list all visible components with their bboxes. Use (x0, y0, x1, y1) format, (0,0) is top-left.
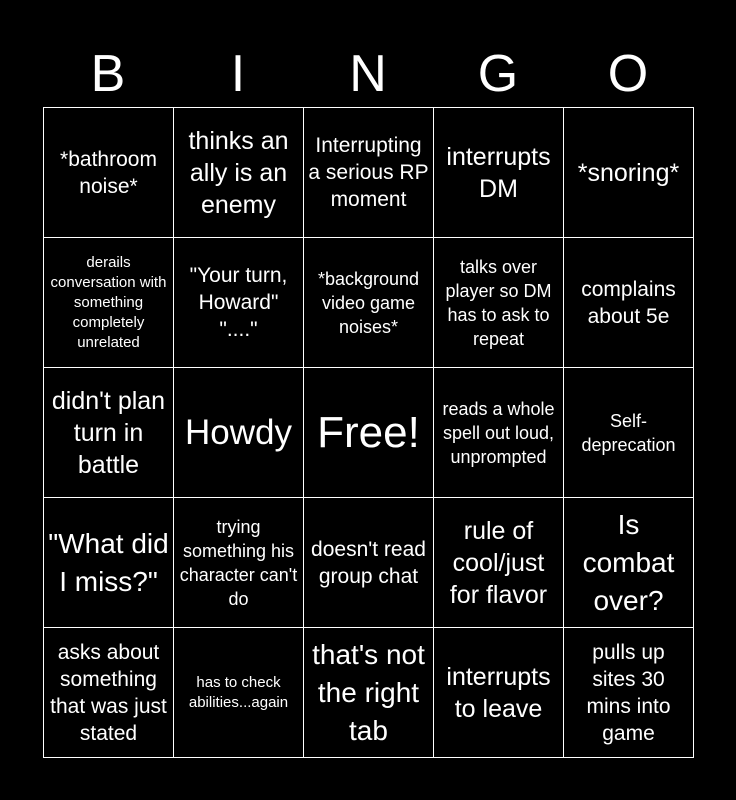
bingo-cell-r5-c3[interactable] (304, 628, 434, 758)
cell-text: *snoring* (577, 158, 680, 187)
bingo-cell-r1-c5[interactable] (564, 108, 694, 238)
header-letter-o: O (607, 45, 649, 103)
cell-text: thinks an ally is an enemy (188, 126, 289, 219)
bingo-cell-r1-c1[interactable] (44, 108, 174, 238)
bingo-cell-r3-c5[interactable] (564, 368, 694, 498)
bingo-cell-r4-c2[interactable] (174, 498, 304, 628)
cell-text: trying something his character can't do (179, 516, 298, 609)
cell-text: Is combat over? (582, 508, 675, 616)
cell-text: Free! (317, 407, 420, 457)
header-letter-n: N (349, 45, 387, 103)
bingo-cell-r4-c4[interactable] (434, 498, 564, 628)
bingo-cell-r4-c3[interactable] (304, 498, 434, 628)
bingo-cell-free[interactable] (304, 368, 434, 498)
cell-text: derails conversation with something completely unrelated (50, 253, 167, 351)
bingo-cell-r4-c1[interactable] (44, 498, 174, 628)
bingo-cell-r5-c2[interactable] (174, 628, 304, 758)
bingo-cell-r2-c1[interactable] (44, 238, 174, 368)
bingo-cell-r3-c4[interactable] (434, 368, 564, 498)
header-letter-i: I (230, 45, 246, 103)
bingo-cell-r3-c1[interactable] (44, 368, 174, 498)
bingo-cell-r2-c4[interactable] (434, 238, 564, 368)
bingo-cell-r1-c3[interactable] (304, 108, 434, 238)
cell-text: asks about something that was just stated (50, 640, 167, 745)
cell-text: rule of cool/just for flavor (449, 516, 548, 609)
cell-text: reads a whole spell out loud, unprompted (442, 398, 555, 467)
bingo-cell-r1-c2[interactable] (174, 108, 304, 238)
cell-text: *background video game noises* (317, 268, 420, 337)
cell-text: "Your turn, Howard" "...." (189, 264, 288, 341)
cell-text: Self-deprecation (581, 410, 676, 455)
cell-text: didn't plan turn in battle (51, 386, 166, 479)
cell-text: that's not the right tab (312, 638, 425, 746)
bingo-cell-r2-c2[interactable] (174, 238, 304, 368)
bingo-cell-r5-c4[interactable] (434, 628, 564, 758)
header-letter-b: B (90, 45, 126, 103)
cell-text: doesn't read group chat (311, 537, 426, 588)
bingo-cell-r5-c5[interactable] (564, 628, 694, 758)
cell-text: "What did I miss?" (48, 527, 169, 597)
cell-text: *bathroom noise* (60, 147, 157, 198)
cell-text: interrupts to leave (446, 662, 551, 723)
cell-text: talks over player so DM has to ask to repeat (445, 256, 552, 349)
bingo-board (43, 107, 694, 758)
bingo-cell-r2-c3[interactable] (304, 238, 434, 368)
bingo-header (43, 40, 693, 108)
bingo-cell-r2-c5[interactable] (564, 238, 694, 368)
cell-text: Interrupting a serious RP moment (308, 134, 429, 211)
cell-text: interrupts DM (446, 142, 551, 203)
bingo-cell-r4-c5[interactable] (564, 498, 694, 628)
cell-text: has to check abilities...again (188, 673, 289, 711)
header-letter-g: G (477, 45, 519, 103)
bingo-cell-r5-c1[interactable] (44, 628, 174, 758)
cell-text: complains about 5e (581, 277, 676, 328)
cell-text: Howdy (185, 412, 292, 452)
bingo-cell-r1-c4[interactable] (434, 108, 564, 238)
cell-text: pulls up sites 30 mins into game (586, 640, 671, 745)
bingo-cell-r3-c2[interactable] (174, 368, 304, 498)
